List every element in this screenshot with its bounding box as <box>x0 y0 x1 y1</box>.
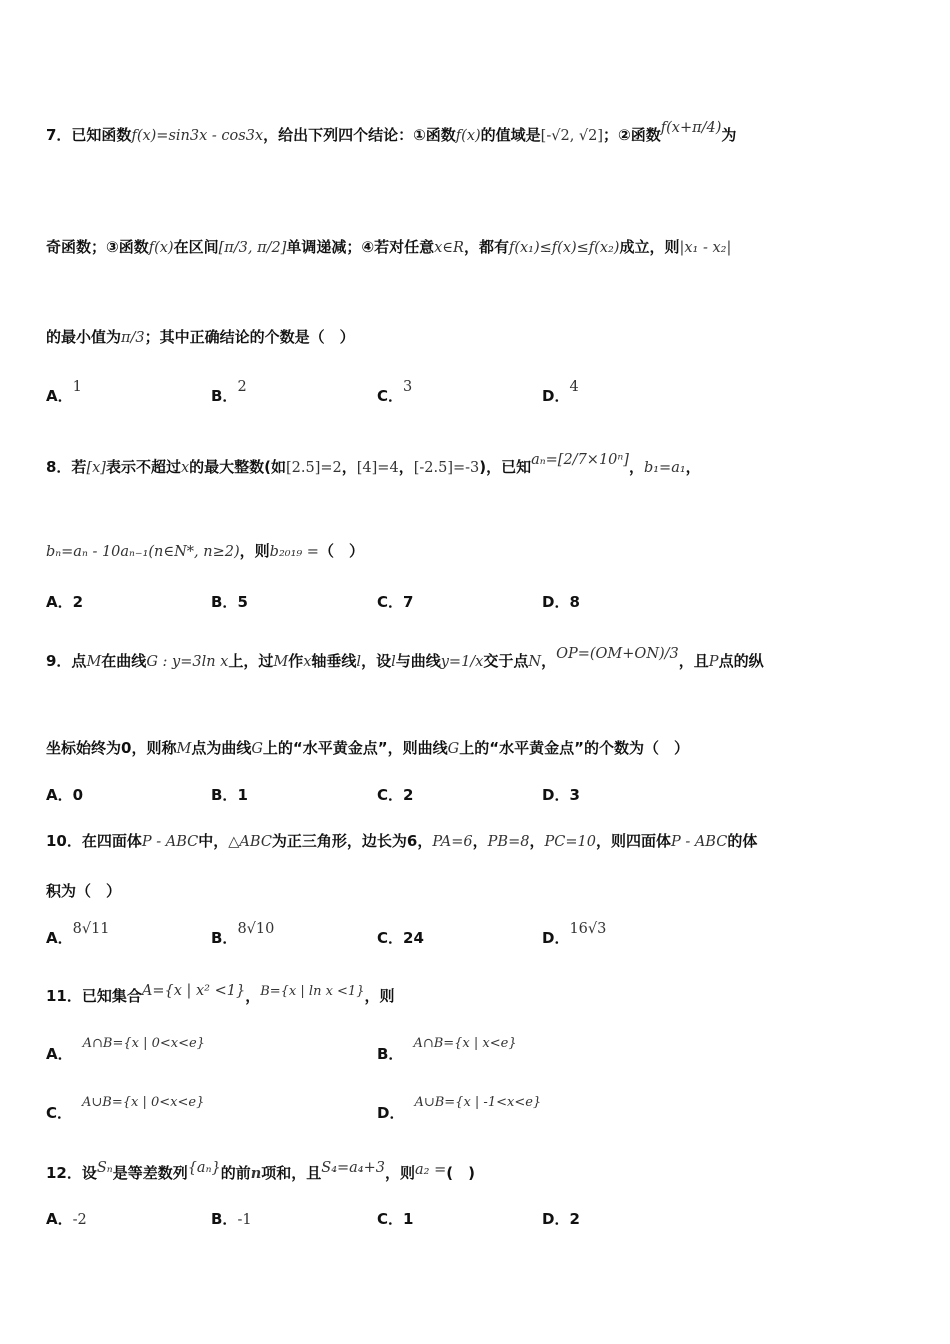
q12-option-b[interactable]: B．-1 <box>211 1210 252 1228</box>
q12-line1 <box>46 1162 910 1183</box>
text: 11．已知集合 <box>46 987 142 1005</box>
text: 上，过 <box>228 652 274 670</box>
text: 上的“水平黄金点”，则曲线 <box>262 739 448 757</box>
text: 表示不超过 <box>105 458 181 476</box>
math: [-√2, √2] <box>540 128 604 144</box>
q7-option-d[interactable]: D．4 <box>542 379 579 405</box>
q10-option-b[interactable]: B．8√10 <box>211 921 275 947</box>
q7-line2 <box>46 236 910 257</box>
text: 9．点 <box>46 652 87 670</box>
text: 成立，则 <box>619 238 680 256</box>
math: f(x₁)≤f(x)≤f(x₂) <box>508 240 620 256</box>
text: 的前 <box>220 1164 251 1182</box>
q7-options <box>46 379 926 415</box>
q10-line2 <box>46 880 910 901</box>
text: ，设 <box>361 652 392 670</box>
math: l <box>391 654 396 670</box>
math: aₙ=[2/7×10ⁿ] <box>531 452 629 468</box>
math: bₙ=aₙ - 10aₙ₋₁(n∈N*, n≥2) <box>46 544 240 560</box>
text: ， <box>472 832 488 850</box>
math: M <box>273 654 289 670</box>
math: OP=(OM+ON)/3 <box>556 646 679 662</box>
math: π/3 <box>121 330 145 346</box>
text: 轴垂线 <box>311 652 357 670</box>
q8-option-b[interactable]: B．5 <box>211 593 248 611</box>
text: 单调递减；④若对任意 <box>286 238 435 256</box>
math: Sₙ <box>96 1160 113 1176</box>
math: N <box>528 654 542 670</box>
math: PC=10 <box>544 834 596 850</box>
q11-option-a[interactable]: A．A∩B={x | 0<x<e} <box>46 1036 205 1063</box>
math: f(x)=sin3x - cos3x <box>131 128 264 144</box>
math: n <box>250 1165 262 1182</box>
q9-options <box>46 784 926 814</box>
q9-option-c[interactable]: C．2 <box>377 786 414 804</box>
text: 的值域是 <box>480 126 541 144</box>
q11-option-b[interactable]: B．A∩B={x | x<e} <box>377 1036 517 1063</box>
q8-line2 <box>46 540 910 561</box>
text: )，已知 <box>479 458 532 476</box>
math: G <box>447 741 460 757</box>
q10-option-a[interactable]: A．8√11 <box>46 921 110 947</box>
text: ， <box>628 458 644 476</box>
math: P - ABC <box>670 834 728 850</box>
text: 交于点 <box>483 652 529 670</box>
text: 点为曲线 <box>191 739 252 757</box>
text: ，则 <box>239 542 270 560</box>
q8-option-a[interactable]: A．2 <box>46 593 84 611</box>
math: y=1/x <box>440 654 484 670</box>
text: ，都有 <box>463 238 509 256</box>
math: [4]=4 <box>356 460 399 476</box>
text: ，给出下列四个结论：①函数 <box>263 126 456 144</box>
q7-line1 <box>46 120 910 145</box>
math: PA=6 <box>432 834 473 850</box>
text: 坐标始终为0，则称 <box>46 739 177 757</box>
text: ；其中正确结论的个数是（ ） <box>144 328 355 346</box>
math: P <box>708 654 719 670</box>
text: 项和，且 <box>261 1164 322 1182</box>
q7-option-a[interactable]: A．1 <box>46 379 82 405</box>
text: 在区间 <box>173 238 219 256</box>
text: 积为（ ） <box>46 882 122 900</box>
text: ， <box>341 458 357 476</box>
q10-option-c[interactable]: C．24 <box>377 929 424 947</box>
text: 在曲线 <box>101 652 147 670</box>
math: b₁=a₁ <box>643 460 686 476</box>
text: ， <box>529 832 545 850</box>
math: M <box>176 741 192 757</box>
math: M <box>86 654 102 670</box>
math: [2.5]=2 <box>286 460 342 476</box>
text: 的体 <box>727 832 758 850</box>
q8-option-c[interactable]: C．7 <box>377 593 414 611</box>
text: 是等差数列 <box>112 1164 188 1182</box>
q12-option-d[interactable]: D．2 <box>542 1210 580 1228</box>
math: f(x) <box>148 240 174 256</box>
math: [π/3, π/2] <box>218 240 287 256</box>
text: 为正三角形，边长为6， <box>271 832 433 850</box>
math: f(x+π/4) <box>660 120 722 136</box>
math: B={x | ln x <1} <box>260 984 365 999</box>
math: S₄=a₄+3 <box>321 1160 385 1176</box>
math: P - ABC <box>141 834 199 850</box>
text: 的最大整数(如 <box>189 458 286 476</box>
text: ( ) <box>446 1164 475 1182</box>
q12-options <box>46 1208 926 1238</box>
text: 10．在四面体 <box>46 832 142 850</box>
q10-option-d[interactable]: D．16√3 <box>542 921 607 947</box>
q7-line3 <box>46 326 910 347</box>
q8-option-d[interactable]: D．8 <box>542 593 580 611</box>
math: b₂₀₁₉ = <box>269 544 319 560</box>
q8-line1 <box>46 452 910 477</box>
q12-option-a[interactable]: A．-2 <box>46 1210 87 1228</box>
text: ，且 <box>678 652 709 670</box>
text: ，则四面体 <box>595 832 671 850</box>
q9-line1 <box>46 646 910 671</box>
math: l <box>356 654 362 670</box>
math: [-2.5]=-3 <box>413 460 480 476</box>
q11-option-c[interactable]: C．A∪B={x | 0<x<e} <box>46 1095 205 1122</box>
math: PB=8 <box>487 834 530 850</box>
q11-option-d[interactable]: D．A∪B={x | -1<x<e} <box>377 1095 542 1122</box>
text: ，则 <box>364 987 395 1005</box>
text: 为 <box>721 126 737 144</box>
text: ；②函数 <box>603 126 661 144</box>
text: ， <box>685 458 701 476</box>
q9-line2 <box>46 737 910 758</box>
text: 与曲线 <box>395 652 441 670</box>
math: G <box>251 741 263 757</box>
text: 点的纵 <box>718 652 764 670</box>
text: 的最小值为 <box>46 328 122 346</box>
text: 7．已知函数 <box>46 126 132 144</box>
math: {aₙ} <box>187 1160 221 1176</box>
math: a₂ = <box>415 1162 447 1178</box>
math: A={x | x² <1} <box>141 983 246 999</box>
math: [x] <box>86 460 106 476</box>
math: △ABC <box>228 834 272 850</box>
q7-option-b[interactable]: B．2 <box>211 379 247 405</box>
text: ， <box>541 652 557 670</box>
text: 上的“水平黄金点”的个数为（ ） <box>459 739 689 757</box>
q7-option-c[interactable]: C．3 <box>377 379 413 405</box>
math: f(x) <box>455 128 481 144</box>
q9-option-d[interactable]: D．3 <box>542 786 580 804</box>
math: x <box>303 654 312 670</box>
text: ， <box>245 987 261 1005</box>
text: （ ） <box>318 542 364 560</box>
q10-options <box>46 921 926 957</box>
q11-line1 <box>46 985 910 1006</box>
text: 8．若 <box>46 458 87 476</box>
math: x <box>180 460 190 476</box>
q9-option-b[interactable]: B．1 <box>211 786 248 804</box>
q9-option-a[interactable]: A．0 <box>46 786 84 804</box>
text: 12．设 <box>46 1164 97 1182</box>
math: |x₁ - x₂| <box>679 240 732 256</box>
math: x∈R <box>434 240 464 256</box>
text: 作 <box>288 652 304 670</box>
text: 中， <box>198 832 229 850</box>
math: G : y=3ln x <box>146 654 229 670</box>
text: 奇函数；③函数 <box>46 238 149 256</box>
text: ，则 <box>385 1164 416 1182</box>
q12-option-c[interactable]: C．1 <box>377 1210 414 1228</box>
text: ， <box>398 458 414 476</box>
q8-options <box>46 591 926 621</box>
q10-line1 <box>46 830 910 851</box>
